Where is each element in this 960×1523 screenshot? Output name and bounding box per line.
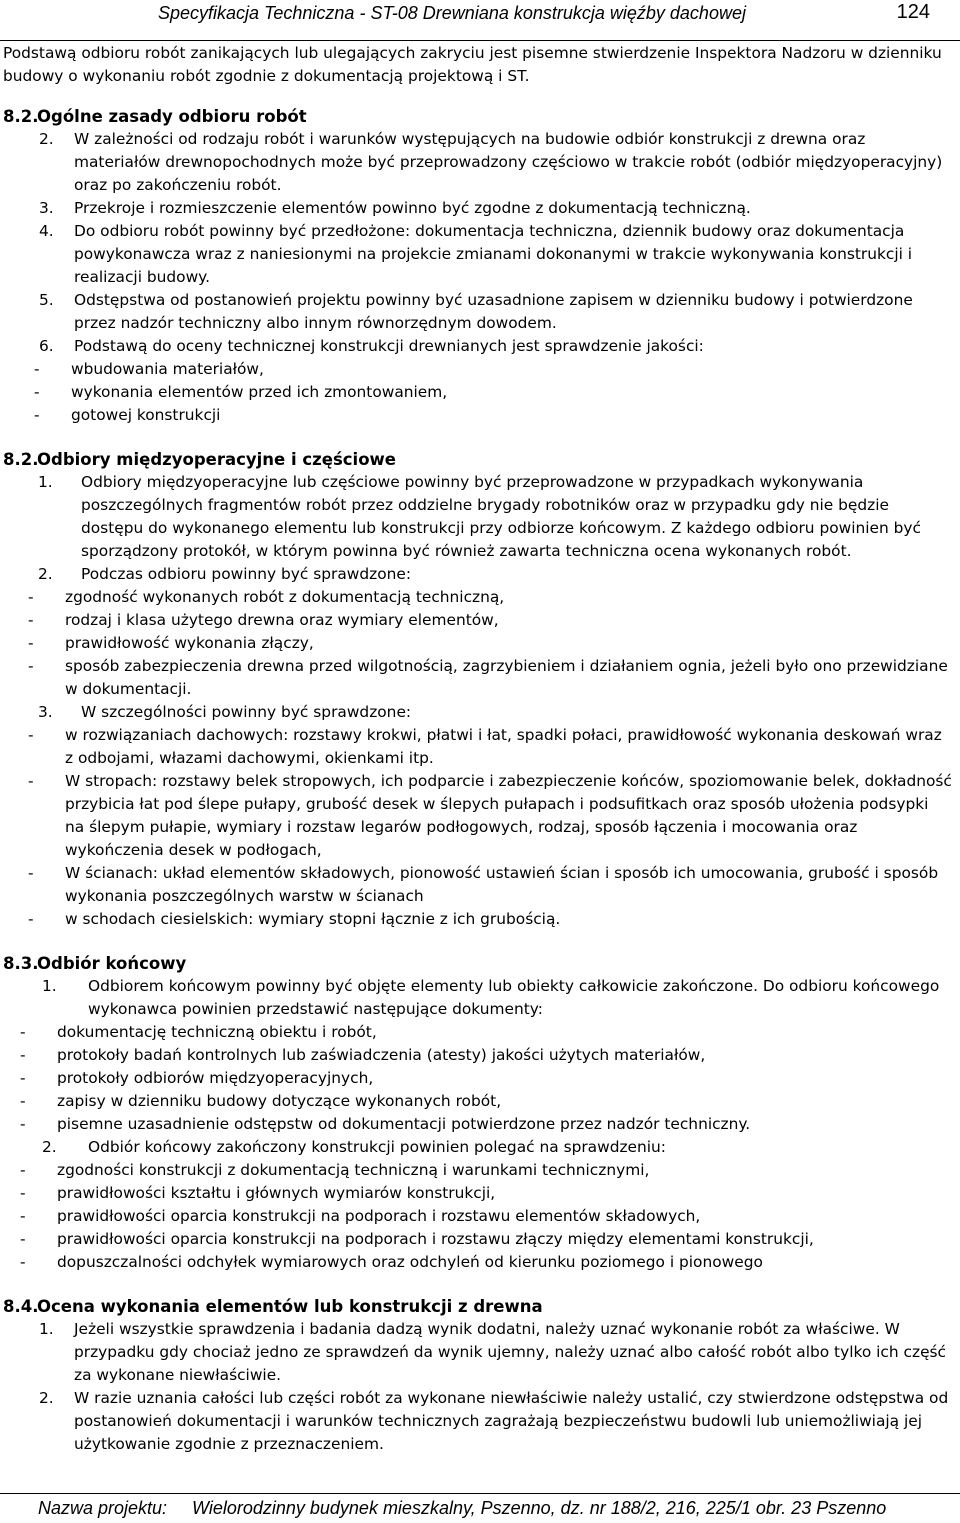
list-item: 2. Podczas odbioru powinny być sprawdzone: bbox=[38, 565, 412, 583]
dash-item: - prawidłowości kształtu i głównych wymiarów konstrukcji, bbox=[20, 1182, 952, 1205]
list-item: 3. W szczególności powinny być sprawdzone: bbox=[38, 703, 412, 721]
dash-item: - zgodności konstrukcji z dokumentacją techniczną i warunkami technicznymi, bbox=[20, 1159, 952, 1182]
dash-list bbox=[34, 358, 952, 427]
dash-item: - protokoły badań kontrolnych lub zaświadczenia (atesty) jakości użytych materiałów, bbox=[20, 1044, 952, 1067]
dash-item: - prawidłowości oparcia konstrukcji na podporach i rozstawu elementów składowych, bbox=[20, 1205, 952, 1228]
dash-item: - prawidłowość wykonania złączy, bbox=[28, 632, 952, 655]
dash-list bbox=[20, 1159, 952, 1274]
dash-item: - dokumentację techniczną obiektu i robót, bbox=[20, 1021, 952, 1044]
list-item: 5. Odstępstwa od postanowień projektu powinny być uzasadnione zapisem w dzienniku budowy i potwierdzone przez nadzór techniczny albo innym równorzędnym dowodem. bbox=[39, 291, 913, 332]
list-item: 2. W zależności od rodzaju robót i warunków występujących na budowie odbiór konstrukcji z drewna oraz materiałów drewnopochodnych może być przeprowadzony częściowo w trakcie robót (odbiór międzyoperacyjny) oraz po zakończeniu robót. bbox=[39, 130, 943, 194]
dash-item: - w schodach ciesielskich: wymiary stopni łącznie z ich grubością. bbox=[28, 908, 952, 931]
section-heading-final-inspection: 8.3.Odbiór końcowy bbox=[3, 954, 187, 973]
dash-item: - gotowej konstrukcji bbox=[34, 404, 952, 427]
footer-label: Nazwa projektu: bbox=[38, 1498, 168, 1518]
section-heading-general-rules: 8.2.Ogólne zasady odbioru robót bbox=[3, 107, 307, 126]
list-item: 3. Przekroje i rozmieszczenie elementów powinno być zgodne z dokumentacją techniczną. bbox=[39, 199, 751, 217]
section-interim-inspections-list bbox=[0, 471, 952, 931]
dash-item: - prawidłowości oparcia konstrukcji na podporach i rozstawu złączy między elementami konstrukcji, bbox=[20, 1228, 952, 1251]
dash-list bbox=[20, 1021, 952, 1136]
header-title: Specyfikacja Techniczna - ST-08 Drewniana konstrukcja więźby dachowej bbox=[158, 3, 746, 23]
dash-item: - W ścianach: układ elementów składowych, pionowość ustawień ścian i sposób ich umocowania, grubość i sposób wykonania poszczególnych warstw w ścianach bbox=[28, 862, 952, 908]
list-item: 1. Jeżeli wszystkie sprawdzenia i badania dadzą wynik dodatni, należy uznać wykonanie robót za właściwe. W przypadku gdy chociaż jedno ze sprawdzeń da wynik ujemny, należy uznać albo całość robót albo tylko ich część za wykonane niewłaściwie. bbox=[39, 1320, 947, 1384]
list-item: 4. Do odbioru robót powinny być przedłożone: dokumentacja techniczna, dziennik budowy oraz dokumentacja powykonawcza wraz z naniesionymi na projekcie zmianami dokonanymi w trakcie wykonywania konstrukcji i realizacji budowy. bbox=[39, 222, 913, 286]
dash-item: - dopuszczalności odchyłek wymiarowych oraz odchyleń od kierunku poziomego i pionowego bbox=[20, 1251, 952, 1274]
dash-item: - wykonania elementów przed ich zmontowaniem, bbox=[34, 381, 952, 404]
document-body bbox=[0, 42, 952, 1456]
dash-item: - wbudowania materiałów, bbox=[34, 358, 952, 381]
section-general-rules-list bbox=[0, 128, 952, 427]
list-item: 2. Odbiór końcowy zakończony konstrukcji powinien polegać na sprawdzeniu: bbox=[42, 1138, 666, 1156]
dash-item: - pisemne uzasadnienie odstępstw od dokumentacji potwierdzone przez nadzór techniczny. bbox=[20, 1113, 952, 1136]
dash-list bbox=[28, 724, 952, 931]
intro-paragraph: Podstawą odbioru robót zanikających lub ulegających zakryciu jest pisemne stwierdzenie Inspektora Nadzoru w dzienniku budowy o wykonaniu robót zgodnie z dokumentacją projektową i ST. bbox=[3, 44, 942, 85]
footer-project-name: Wielorodzinny budynek mieszkalny, Pszenno, dz. nr 188/2, 216, 225/1 obr. 23 Pszenno bbox=[192, 1498, 887, 1518]
section-heading-interim-inspections: 8.2.Odbiory międzyoperacyjne i częściowe bbox=[3, 450, 396, 469]
list-item: 6. Podstawą do oceny technicznej konstrukcji drewnianych jest sprawdzenie jakości: bbox=[39, 337, 704, 355]
section-assessment-list bbox=[0, 1318, 952, 1456]
dash-item: - w rozwiązaniach dachowych: rozstawy krokwi, płatwi i łat, spadki połaci, prawidłowość wykonania deskowań wraz z odbojami, włazami dachowymi, okienkami itp. bbox=[28, 724, 952, 770]
list-item: 2. W razie uznania całości lub części robót za wykonane niewłaściwie należy ustalić, czy stwierdzone odstępstwa od postanowień dokumentacji i warunków technicznych zagrażają bezpieczeństwu budowli lub uniemożliwiają jej użytkowanie zgodnie z przeznaczeniem. bbox=[39, 1389, 949, 1453]
dash-item: - sposób zabezpieczenia drewna przed wilgotnością, zagrzybieniem i działaniem ognia, jeżeli było ono przewidziane w dokumentacji. bbox=[28, 655, 952, 701]
section-final-inspection-list bbox=[0, 975, 952, 1274]
dash-item: - W stropach: rozstawy belek stropowych, ich podparcie i zabezpieczenie końców, spoziomowanie belek, dokładność przybicia łat pod ślepe pułapy, grubość desek w ślepych pułapach i podsufitkach oraz sposób ułożenia podsypki na ślepym pułapie, wymiary i rozstaw legarów podłogowych, rodzaj, sposób łączenia i mocowania oraz wykończenia desek w podłogach, bbox=[28, 770, 952, 862]
page-number: 124 bbox=[896, 1, 930, 23]
dash-item: - zgodność wykonanych robót z dokumentacją techniczną, bbox=[28, 586, 952, 609]
page-header bbox=[0, 0, 960, 41]
list-item: 1. Odbiorem końcowym powinny być objęte elementy lub obiekty całkowicie zakończone. Do odbioru końcowego wykonawca powinien przedstawić następujące dokumenty: bbox=[42, 977, 940, 1018]
dash-list bbox=[28, 586, 952, 701]
list-item: 1. Odbiory międzyoperacyjne lub częściowe powinny być przeprowadzone w przypadkach wykonywania poszczególnych fragmentów robót przez oddzielne brygady robotników oraz w przypadku gdy nie będzie dostępu do wykonanego elementu lub konstrukcji przy odbiorze końcowym. Z każdego odbioru powinien być sporządzony protokół, w którym powinna być również zawarta techniczna ocena wykonanych robót. bbox=[38, 473, 921, 560]
dash-item: - protokoły odbiorów międzyoperacyjnych, bbox=[20, 1067, 952, 1090]
section-heading-assessment: 8.4.Ocena wykonania elementów lub konstrukcji z drewna bbox=[3, 1297, 543, 1316]
dash-item: - zapisy w dzienniku budowy dotyczące wykonanych robót, bbox=[20, 1090, 952, 1113]
page-footer bbox=[0, 1493, 960, 1523]
dash-item: - rodzaj i klasa użytego drewna oraz wymiary elementów, bbox=[28, 609, 952, 632]
